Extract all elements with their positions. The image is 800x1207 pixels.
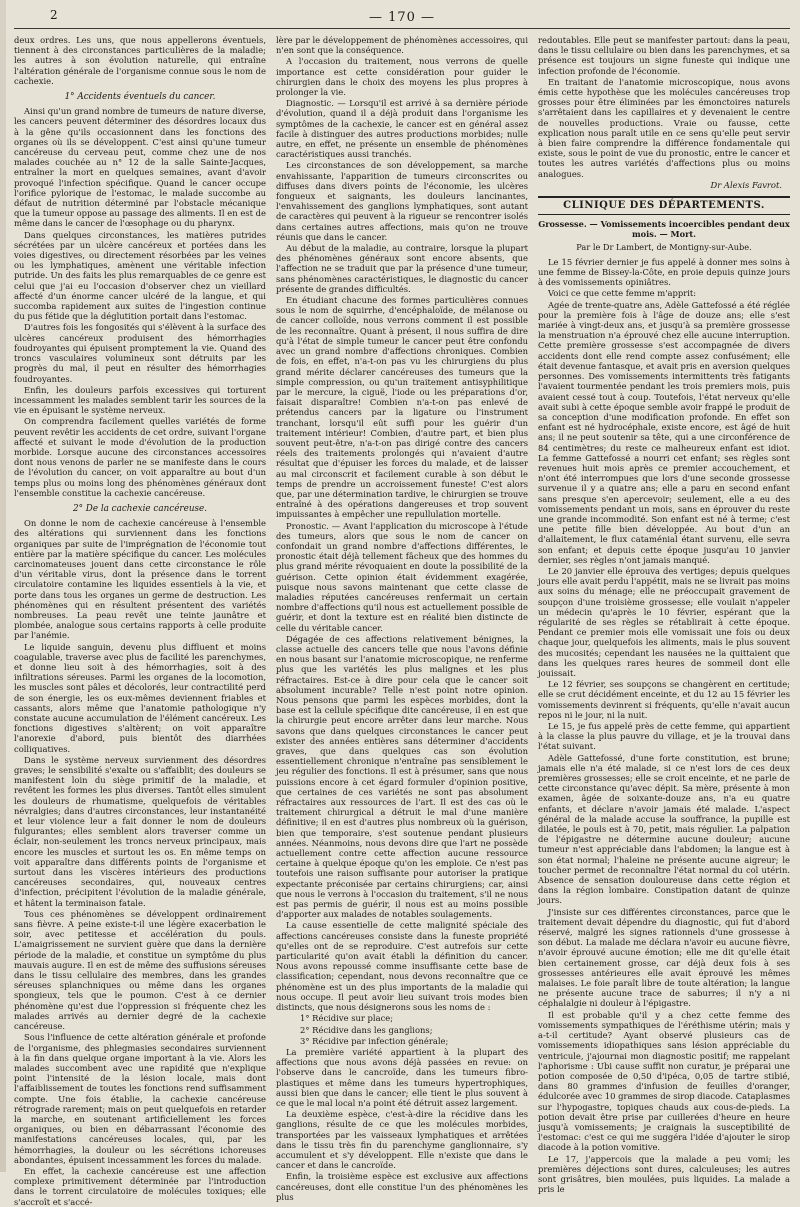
paragraph: Sous l'influence de cette altération générale et profonde de l'organisme, des phlegmasies secondaires surviennent à la fin dans quelque organe important à la vie. Alors les malades succombent avec une rapidité que n'explique point l'intensité de la lésion locale, mais dont l'affaiblissement de toutes les fonctions rend suffisamment compte. Une fois établie, la cachexie cancéreuse rétrograde rarement; mais on peut quelquefois en retarder la marche, en soutenant artificiellement les forces organiques, ou bien en débarrassant l'économie des manifestations cancéreuses locales, qui, par les hémorrhagies, la douleur ou les sécrétions ichoreuses abondantes, épuisent incessamment les forces du malade. xyxy=(14,1032,266,1165)
case-title xyxy=(538,219,790,239)
paragraph: deux ordres. Les uns, que nous appellerons éventuels, tiennent à des circonstances particulières de la maladie; les autres à son évolution naturelle, qui entraîne l'altération générale de l'organisme connue sous le nom de cachexie. xyxy=(14,35,266,86)
paragraph: On comprendra facilement quelles variétés de forme peuvent revêtir les accidents de cet ordre, suivant l'organe affecté et suivant le mode d'évolution de la production morbide. Lorsque aucune des circonstances accessoires dont nous venons de parler ne se manifeste dans le cours de l'évolution du cancer, on voit apparaître au bout d'un temps plus ou moins long des phénomènes généraux dont l'ensemble constitue la cachexie cancéreuse. xyxy=(14,416,266,498)
header-mark: 2 xyxy=(50,8,58,22)
binding-edge xyxy=(0,0,6,1172)
paragraph: En effet, la cachexie cancéreuse est une affection complexe primitivement déterminée par l'introduction dans le torrent circulatoire de molécules toxiques; elle s'accroît et s'accé- xyxy=(14,1165,266,1207)
paragraph: Au début de la maladie, au contraire, lorsque la plupart des phénomènes généraux sont encore absents, que l'affection ne se traduit que par la présence d'une tumeur, sans phénomènes caractéristiques, le diagnostic du cancer présente de grandes difficultés. xyxy=(276,243,528,294)
list-item: 1° Récidive sur place; xyxy=(300,1013,394,1024)
page-header xyxy=(14,6,790,29)
column-2 xyxy=(276,35,528,1202)
paragraph: Agée de trente-quatre ans, Adèle Gattefossé a été réglée pour la première fois à l'âge de douze ans; elle s'est mariée à vingt-deux ans, et jusqu'à sa première grossesse la menstruation n'a éprouvé chez elle aucune interruption. Cette première grossesse s'est accompagnée de divers accidents dont elle rend compte assez confusément; elle était devenue fantasque, et avait pris en aversion quelques personnes. Des vomissements intermittents très fatigants l'avaient tourmentée pendant les trois premiers mois, puis avaient cessé tout à coup. Toutefois, l'état nerveux qu'elle avait subi à cette époque semble avoir frappé le produit de sa conception d'une modification profonde. En effet son enfant est né hydrocéphale, existe encore, est âgé de huit ans; il ne peut soutenir sa tête, qui a une circonférence de 84 centimètres; du reste ce malheureux enfant est idiot. La femme Gattefossé a nourri cet enfant; ses règles sont revenues huit mois après ce premier accouchement, et n'ont été interrompues que lors d'une seconde grossesse survenue il y a quatre ans; elle a paru en second enfant sans presque s'en apercevoir; seulement, elle a eu des vomissements pendant un mois, sans en éprouver du reste une grande incommodité. Son enfant est né à terme; c'est une petite fille bien développée. Au bout d'un an d'allaitement, le flux cataménial étant survenu, elle sevra son enfant; et depuis cette époque jusqu'au 10 janvier dernier, ses règles n'ont jamais manqué. xyxy=(538,299,790,565)
column-1 xyxy=(14,35,266,1207)
paragraph: A l'occasion du traitement, nous verrons de quelle importance est cette considération pour guider le chirurgien dans le choix des moyens les plus propres à prolonger la vie. xyxy=(276,56,528,98)
paragraph: Il est probable qu'il y a chez cette femme des vomissements sympathiques de l'éréthisme utérin; mais y a-t-il certitude? Ayant observé plusieurs cas de vomissements idiopathiques sans lésion appréciable du ventricule, j'ajournai mon diagnostic positif; me rappelant l'aphorisme : Ubi cause suffit non curatur, je préparai une potion composée de 0,50 d'ipéca, 0,05 de tartre stibié, dans 80 grammes d'infusion de feuilles d'oranger, édulcorée avec 10 grammes de sirop diacode. Cataplasmes sur l'hypogastre, topiques chauds aux cous-de-pieds. La potion devait être prise par cuillerées d'heure en heure jusqu'à vomissements; je craignais la susceptibilité de l'estomac: c'est ce qui me suggéra l'idée d'ajouter le sirop diacode à la potion vomitive. xyxy=(538,1009,790,1153)
paragraph: Enfin, la troisième espèce est exclusive aux affections cancéreuses, dont elle constitue l'un des phénomènes les plus xyxy=(276,1171,528,1202)
paragraph: On donne le nom de cachexie cancéreuse à l'ensemble des altérations qui surviennent dans les fonctions organiques par suite de l'imprégnation de l'économie tout entière par la matière spécifique du cancer. Les molécules carcinomateuses jouent dans cette circonstance le rôle d'un véritable virus, dont la présence dans le torrent circulatoire contamine les liquides essentiels à la vie, et porte dans tous les organes un germe de destruction. Les phénomènes qui en résultent présentent des variétés nombreuses. La peau revêt une teinte jaunâtre et plombée, analogue sous certains rapports à celle produite par l'anémie. xyxy=(14,518,266,641)
case-title-text: Grossesse. — Vomissements incoercibles pendant deux mois. — Mort. xyxy=(538,219,790,240)
paragraph: Dégagée de ces affections relativement bénignes, la classe actuelle des cancers telle que nous l'avons définie en nous basant sur l'anatomie microscopique, ne renferme plus que les variétés les plus malignes et les plus réfractaires. Est-ce à dire pour cela que le cancer soit absolument incurable? Telle n'est point notre opinion. Nous pensons que parmi les espèces morbides, dont la base est la cellule spécifique dite cancéreuse, il en est que la chirurgie peut encore arrêter dans leur marche. Nous savons que dans quelques circonstances le cancer peut exister des années entières sans déterminer d'accidents graves, que dans quelques cas son évolution essentiellement chronique n'entraîne pas sensiblement le jeu régulier des fonctions. Il est à présumer, sans que nous puissions encore à cet égard formuler d'opinion positive, que certaines de ces variétés ne sont pas absolument réfractaires aux ressources de l'art. Il est des cas où le traitement chirurgical a détruit le mal d'une manière définitive; il en est d'autres plus nombreux où la guérison, bien que temporaire, s'est soutenue pendant plusieurs années. Néanmoins, nous devons dire que l'art ne possède actuellement contre cette affection aucune ressource certaine à quelque époque qu'on les emploie. Ce n'est pas toutefois une raison suffisante pour autoriser la pratique expectante préconisée par certains chirurgiens; car, ainsi que nous le verrons à l'occasion du traitement, s'il ne nous est pas permis de guérir, il nous est au moins possible d'apporter aux malades de notables soulagements. xyxy=(276,633,528,920)
paragraph: Diagnostic. — Lorsqu'il est arrivé à sa dernière période d'évolution, quand il a déjà produit dans l'organisme les symptômes de la cachexie, le cancer est en général assez facile à distinguer des autres productions morbides; nulle autre, en effet, ne présente un ensemble de phénomènes caractéristiques aussi tranchés. xyxy=(276,98,528,160)
paragraph: Dans quelques circonstances, les matières putrides sécrétées par un ulcère cancéreux et portées dans les voies digestives, ou directement résorbées par les veines ou les lymphatiques, amènent une véritable infection putride. Un des faits les plus remarquables de ce genre est celui que j'ai eu l'occasion d'observer chez un vieillard affecté d'un énorme cancer ulcéré de la langue, et qui succomba rapidement aux suites de l'ingestion continue du pus fétide que la déglutition portait dans l'estomac. xyxy=(14,229,266,322)
page-number: — 170 — xyxy=(368,9,436,25)
list-item: 2° Récidive dans les ganglions; xyxy=(300,1024,433,1035)
text-columns xyxy=(14,35,790,1207)
author-signature: Dr Alexis Favrot. xyxy=(710,179,782,190)
paragraph: La cause essentielle de cette malignité spéciale des affections cancéreuses consiste dans la funeste propriété qu'elles ont de se reproduire. C'est autrefois sur cette particularité qu'on avait établi la définition du cancer. Nous avons repoussé comme insuffisante cette base de classification; cependant, nous devons reconnaître que ce phénomène est un des plus importants de la maladie qui nous occupe. Il peut avoir lieu suivant trois modes bien distincts, que nous désignerons sous les noms de : xyxy=(276,920,528,1013)
byline: Par le Dr Lambert, de Montigny-sur-Aube. xyxy=(576,241,752,252)
paragraph: Adèle Gattefossé, d'une forte constitution, est brune; jamais elle n'a été malade, si ce n'est lors de ces deux premières grossesses; elle se croit enceinte, et ne parle de cette circonstance qu'avec dépit. Sa mère, présente à mon examen, âgée de soixante-douze ans, n'a eu quatre enfants, et déclare n'avoir jamais été malade. L'aspect général de la malade accuse la souffrance, la pupille est dilatée, le pouls est à 70, petit, mais régulier. La palpation de l'épigastre ne détermine aucune douleur; aucune tumeur n'est appréciable dans l'abdomen; la langue est à son état normal; l'haleine ne présente aucune aigreur; le toucher permet de reconnaître l'état normal du col utérin. Absence de sensation douloureuse dans cette région et dans la région lombaire. Constipation datant de quinze jours. xyxy=(538,752,790,906)
section-heading: 2° De la cachexie cancéreuse. xyxy=(72,503,207,514)
paragraph: Les circonstances de son développement, sa marche envahissante, l'apparition de tumeurs circonscrites ou diffuses dans divers points de l'économie, les ulcères fongueux et saignants, les douleurs lancinantes, l'envahissement des ganglions lymphatiques, sont autant de caractères qui peuvent à la rigueur se rencontrer isolés dans certaines autres affections, mais qu'on ne trouve réunis que dans le cancer. xyxy=(276,160,528,242)
paragraph: La deuxième espèce, c'est-à-dire la récidive dans les ganglions, résulte de ce que les molécules morbides, transportées par les vaisseaux lymphatiques et arrêtées dans le tissu très fin du parenchyme ganglionnaire, s'y accumulent et s'y développent. Elle n'existe que dans le cancer et dans le cancroïde. xyxy=(276,1109,528,1171)
paragraph: Le 20 janvier elle éprouva des vertiges; depuis quelques jours elle avait perdu l'appétit, mais ne se livrait pas moins aux soins du ménage; elle ne préoccupait gravement de soupçon d'une troisième grossesse; elle voulait n'appeler un médecin qu'après le 10 février, espérant que la régularité de ses règles se rétablirait à cette époque. Pendant ce premier mois elle vomissait une fois ou deux chaque jour, quelquefois les aliments, mais le plus souvent des mucosités; cependant les nausées ne la quittaient que dans les quelques rares heures de sommeil dont elle jouissait. xyxy=(538,565,790,678)
paragraph: La première variété appartient à la plupart des affections que nous avons déjà passées en revue: on l'observe dans le cancroïde, dans les tumeurs fibro-plastiques et même dans les tumeurs hypertrophiques, aussi bien que dans le cancer; elle tient le plus souvent à ce que le mal local n'a point été détruit assez largement. xyxy=(276,1046,528,1108)
paragraph: En traitant de l'anatomie microscopique, nous avons émis cette hypothèse que les molécules cancéreuses trop grosses pour être éliminées par les émonctoires naturels s'arrêtaient dans les capillaires et y devenaient le centre de nouvelles productions. Vraie ou fausse, cette explication nous paraît utile en ce sens qu'elle peut servir à bien faire comprendre la différence fondamentale qui existe, sous le point de vue du pronostic, entre le cancer et toutes les autres variétés d'affections plus ou moins analogues. xyxy=(538,76,790,179)
list-item: 3° Récidive par infection générale; xyxy=(300,1035,449,1046)
paragraph: redoutables. Elle peut se manifester partout: dans la peau, dans le tissu cellulaire ou bien dans les parenchymes, et sa présence est toujours un signe funeste qui indique une infection profonde de l'économie. xyxy=(538,35,790,76)
paragraph: Le 12 février, ses soupçons se changèrent en certitude; elle se crut décidément enceinte, et du 12 au 15 février les vomissements devinrent si fréquents, qu'elle n'avait aucun repos ni le jour, ni la nuit. xyxy=(538,679,790,720)
paragraph: Ainsi qu'un grand nombre de tumeurs de nature diverse, les cancers peuvent déterminer des désordres locaux dus à la gêne qu'ils occasionnent dans les fonctions des organes où ils se développent. C'est ainsi qu'une tumeur cancéreuse du cerveau peut, comme chez une de nos malades couchée au n° 12 de la salle Sainte-Jacques, entraîner la mort en quelques semaines, avant d'avoir provoqué l'infection spécifique. Quand le cancer occupe l'orifice pylorique de l'estomac, le malade succombe au défaut de nutrition déterminé par l'obstacle mécanique que la tumeur oppose au passage des aliments. Il en est de même dans le cancer de l'œsophage ou du pharynx. xyxy=(14,106,266,229)
column-3 xyxy=(538,35,790,1195)
section-banner xyxy=(538,196,790,215)
section-heading: 1° Accidents éventuels du cancer. xyxy=(64,92,216,103)
paragraph: Le 15, je fus appelé près de cette femme, qui appartient à la classe la plus pauvre du village, et je la trouvai dans l'état suivant. xyxy=(538,721,790,752)
section-title: CLINIQUE DES DÉPARTEMENTS. xyxy=(563,200,765,212)
paragraph: Voici ce que cette femme m'apprit: xyxy=(548,288,697,299)
paragraph: D'autres fois les fongosités qui s'élèvent à la surface des ulcères cancéreux produisent des hémorrhagies foudroyantes qui épuisent promptement la vie. Quand des troncs vasculaires volumineux sont détruits par les progrès du mal, il peut en résulter des hémorrhagies foudroyantes. xyxy=(14,322,266,384)
paragraph: J'insiste sur ces différentes circonstances, parce que le traitement devait dépendre du diagnostic, qui fut d'abord réservé, malgré les signes rationnels d'une grossesse à son début. La malade me déclara n'avoir eu aucune fièvre, n'avoir éprouvé aucune émotion; elle me dit qu'elle était bien certainement grosse, car déjà deux fois à ses grossesses antérieures elle avait éprouvé les mêmes malaises. Le foie paraît libre de toute altération; la langue ne présente aucune trace de saburres; il n'y a ni céphalalgie ni douleur à l'épigastre. xyxy=(538,906,790,1009)
paragraph: En étudiant chacune des formes particulières connues sous le nom de squirrhe, d'encéphaloïde, de mélanose ou de cancer colloïde, nous verrons comment il est possible de les reconnaître. Quant à présent, il nous suffira de dire qu'à l'état de simple tumeur le cancer peut être confondu avec un grand nombre d'affections chroniques. Combien de fois, en effet, n'a-t-on pas vu les chirurgiens du plus grand mérite déclarer cancéreuses des tumeurs que la simple compression, ou qu'un traitement antisyphilitique par le mercure, la ciguë, l'iode ou les préparations d'or, faisait disparaître! Combien n'a-t-on pas enlevé de prétendus cancers par la ligature ou l'instrument tranchant, lorsqu'il eût suffi pour les guérir d'un traitement intérieur! Combien, d'autre part, et bien plus souvent peut-être, n'a-t-on pas dirigé contre des cancers réels des traitements prolongés qui n'avaient d'autre résultat que d'épuiser les forces du malade, et de laisser au mal circonscrit et facilement curable à son début le temps de prendre un accroissement funeste! C'est alors que, par une détermination tardive, le chirurgien se trouve entraîné à des opérations dangereuses et trop souvent impuissantes à empêcher une repullulation mortelle. xyxy=(276,295,528,520)
paragraph: Le 15 février dernier je fus appelé à donner mes soins à une femme de Bissey-la-Côte, en proie depuis quinze jours à des vomissements opiniâtres. xyxy=(538,256,790,288)
paragraph: Enfin, les douleurs parfois excessives qui torturent incessamment les malades semblent tarir les sources de la vie en épuisant le système nerveux. xyxy=(14,384,266,416)
paragraph: Tous ces phénomènes se développent ordinairement sans fièvre. A peine existe-t-il une légère exacerbation le soir, avec petitesse et accélération du pouls. L'amaigrissement ne survient guère que dans la dernière période de la maladie, et constitue un symptôme du plus mauvais augure. Il en est de même des suffusions séreuses dans le tissu cellulaire des membres, dans les grandes séreuses splanchniques ou même dans les organes spongieux, tels que le poumon. C'est à ce dernier phénomène qu'est due l'oppression si fréquente chez les malades arrivés au dernier degré de la cachexie cancéreuse. xyxy=(14,908,266,1032)
paragraph: Pronostic. — Avant l'application du microscope à l'étude des tumeurs, alors que sous le nom de cancer on confondait un grand nombre d'affections différentes, le pronostic était déjà tellement fâcheux que des hommes du plus grand mérite révoquaient en doute la possibilité de la guérison. Cette opinion était évidemment exagérée, puisque nous savons maintenant que cette classe de maladies réputées cancéreuses renfermait un certain nombre d'affections qu'il nous est actuellement possible de guérir, et dont la texture est en réalité bien distincte de celle du véritable cancer. xyxy=(276,520,528,633)
paragraph: Le liquide sanguin, devenu plus diffluent et moins coagulable, traverse avec plus de facilité les parenchymes, et donne lieu soit à des hémorrhagies, soit à des infiltrations séreuses. Parmi les organes de la locomotion, les muscles sont pâles et décolorés, leur contractilité perd de son énergie, les os eux-mêmes deviennent friables et cassants, alors même que l'anatomie pathologique n'y constate aucune accumulation de l'élément cancéreux. Les fonctions digestives s'altèrent; on voit apparaître l'anorexie d'abord, puis bientôt des diarrhées colliquatives. xyxy=(14,641,266,754)
paragraph: lère par le développement de phénomènes accessoires, qui n'en sont que la conséquence. xyxy=(276,35,528,56)
paragraph: Le 17, j'appercois que la malade a peu vomi; les premières déjections sont dures, calculeuses; les autres sont grisâtres, bien moulées, puis liquides. La malade a pris le xyxy=(538,1153,790,1195)
paragraph: Dans le système nerveux survienment des désordres graves; le sensibilité s'exalte ou s'affaiblit; des douleurs se manifestent loin du siège primitif de la maladie, et revêtent les formes les plus diverses. Tantôt elles simulent les douleurs de rhumatisme, quelquefois de véritables névralgies; dans d'autres circonstances, leur instantanéité et leur violence leur a fait donner le nom de douleurs fulgurantes; elles semblent alors traverser comme un éclair, non-seulement les troncs nerveux principaux, mais encore les muscles et surtout les os. En même temps on voit apparaître dans différents points de l'organisme et surtout dans les viscères intérieurs des productions cancéreuses secondaires, qui, nouveaux centres d'infection, précipitent l'évolution de la maladie générale, et hâtent la terminaison fatale. xyxy=(14,754,266,908)
